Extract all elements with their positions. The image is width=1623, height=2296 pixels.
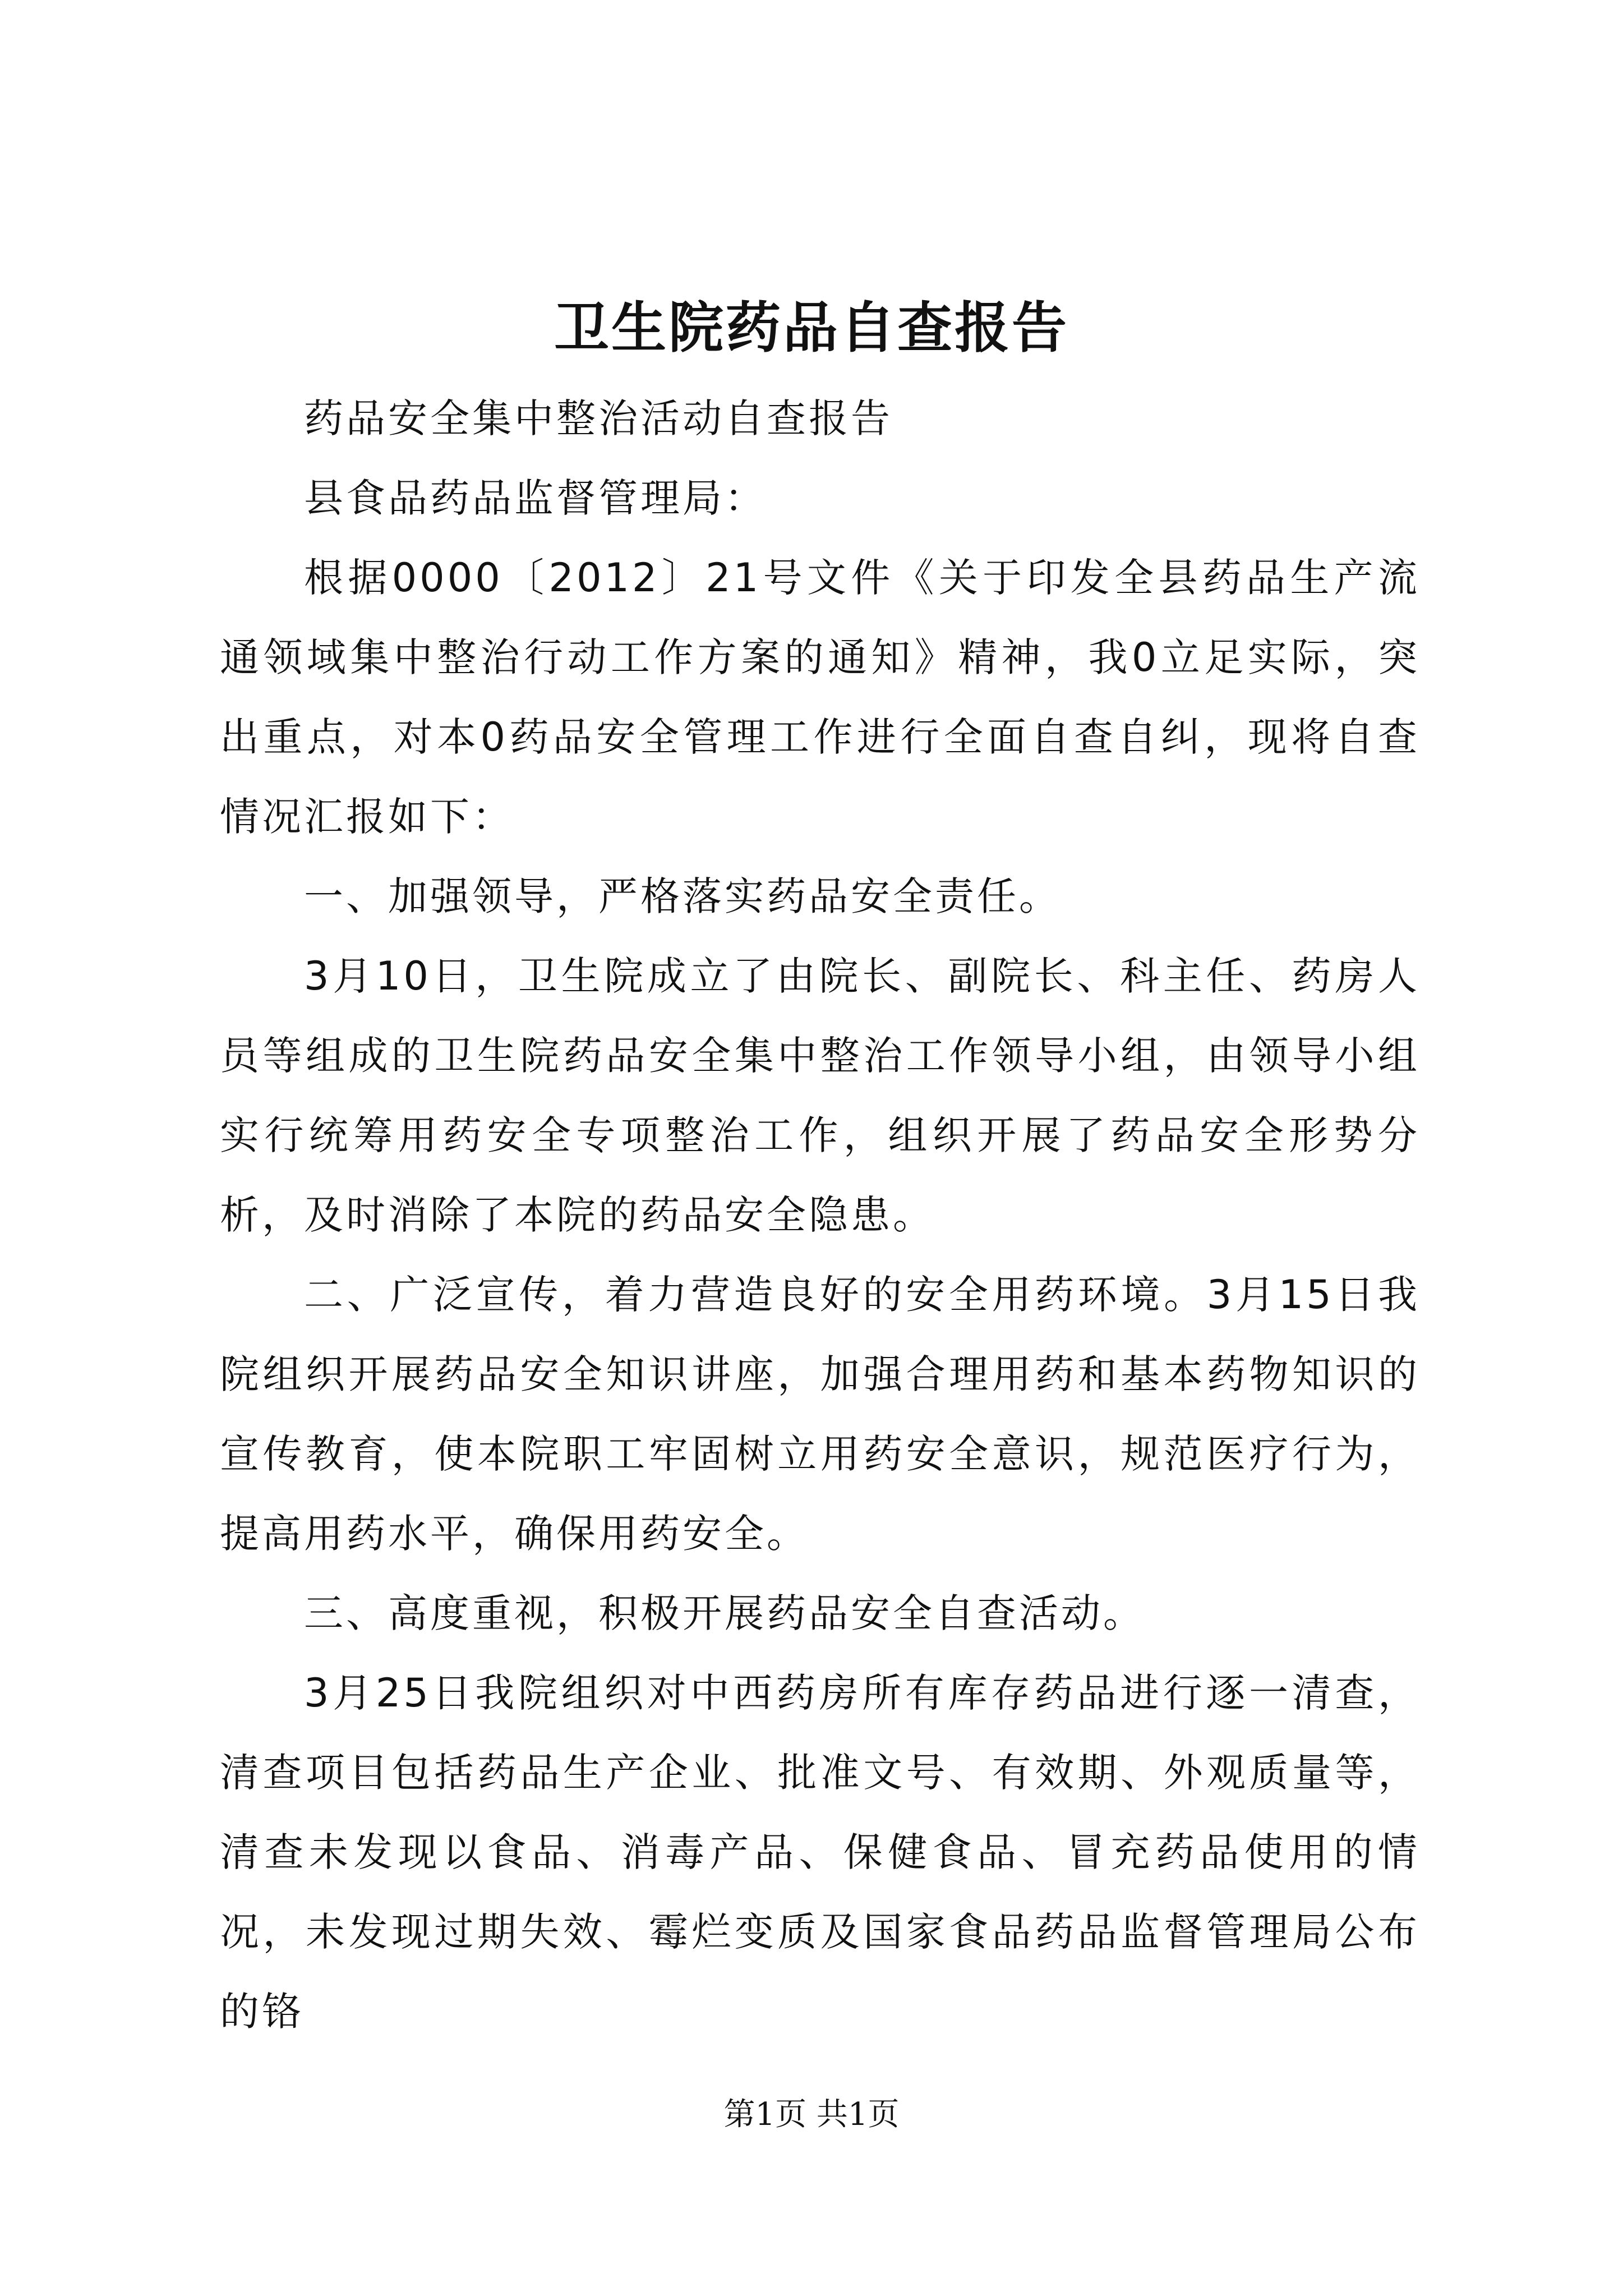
document-body <box>220 379 1420 2051</box>
paragraph-section-1-body: 3月10日，卫生院成立了由院长、副院长、科主任、药房人员等组成的卫生院药品安全集中整治工作领导小组，由领导小组实行统筹用药安全专项整治工作，组织开展了药品安全形势分析，及时消除了本院的药品安全隐患。 <box>220 953 1420 1238</box>
document-title: 卫生院药品自查报告 <box>554 296 1069 360</box>
paragraph-section-1-heading: 一、加强领导，严格落实药品安全责任。 <box>304 873 1061 919</box>
page-footer: 第1页 共1页 <box>723 2096 900 2133</box>
paragraph-section-3-body: 3月25日我院组织对中西药房所有库存药品进行逐一清查，清查项目包括药品生产企业、批准文号、有效期、外观质量等，清查未发现以食品、消毒产品、保健食品、冒充药品使用的情况，未发现过期失效、霉烂变质及国家食品药品监督管理局公布的铬 <box>220 1670 1420 2035</box>
paragraph-section-2: 二、广泛宣传，着力营造良好的安全用药环境。3月15日我院组织开展药品安全知识讲座，加强合理用药和基本药物知识的宣传教育，使本院职工牢固树立用药安全意识，规范医疗行为，提高用药水平，确保用药安全。 <box>220 1272 1420 1557</box>
paragraph-intro: 根据0000〔2012〕21号文件《关于印发全县药品生产流通领域集中整治行动工作方案的通知》精神，我0立足实际，突出重点，对本0药品安全管理工作进行全面自查自纠，现将自查情况汇报如下： <box>220 555 1420 840</box>
paragraph-addressee: 县食品药品监督管理局： <box>304 475 767 521</box>
paragraph-subtitle: 药品安全集中整治活动自查报告 <box>304 395 893 441</box>
paragraph-section-3-heading: 三、高度重视，积极开展药品安全自查活动。 <box>304 1590 1145 1636</box>
